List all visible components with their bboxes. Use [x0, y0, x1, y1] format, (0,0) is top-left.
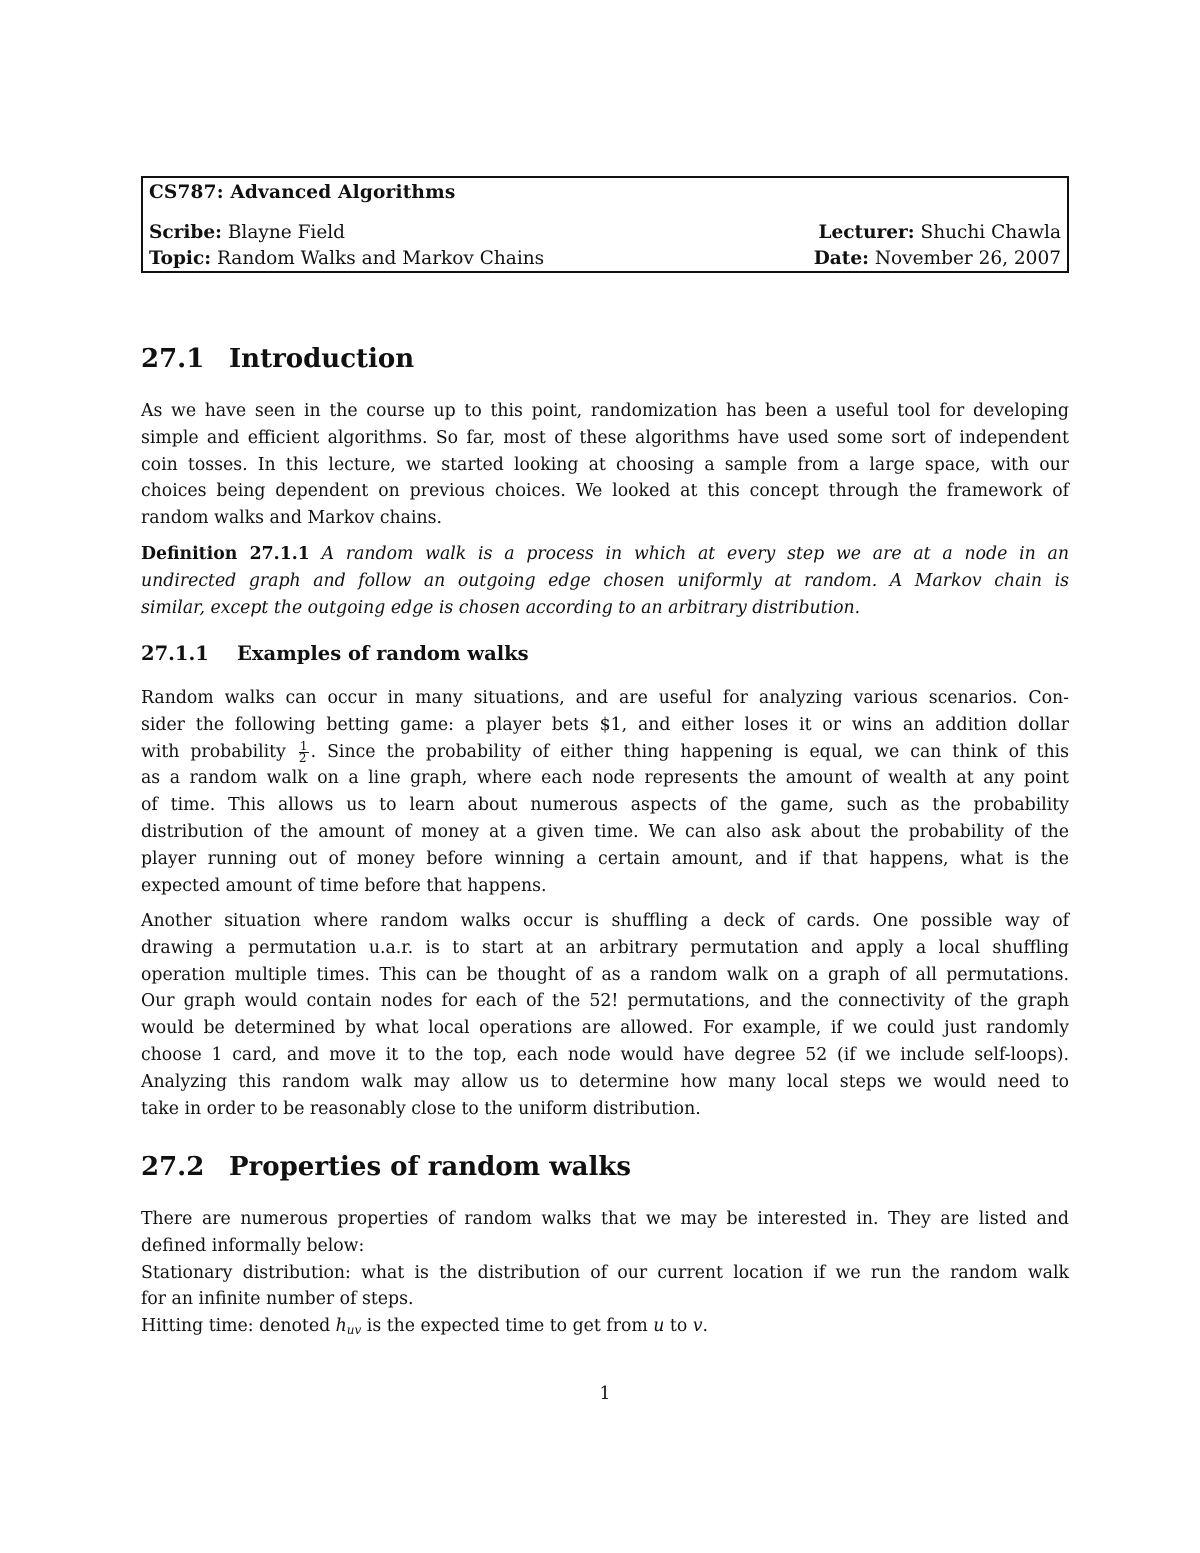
- text-line: player running out of money before winning a certain amount, and if that happens, what is the: [141, 848, 1069, 869]
- section-heading-introduction: [141, 344, 414, 374]
- fraction-numerator: 1: [299, 738, 308, 753]
- definition-label: Definition 27.1.1: [141, 544, 310, 564]
- text-line: sider the following betting game: a player bets $1, and either loses it or wins an addition dollar: [141, 714, 1069, 735]
- text-line: take in order to be reasonably close to the uniform distribution.: [141, 1098, 701, 1119]
- text-line: random walks and Markov chains.: [141, 508, 443, 529]
- text-line: As we have seen in the course up to this point, randomization has been a useful tool for developing: [141, 401, 1069, 421]
- lecturer-field: [819, 222, 1062, 243]
- definition-first-line: [141, 541, 1069, 568]
- text-line: choose 1 card, and move it to the top, each node would have degree 52 (if we include self-loops).: [141, 1044, 1069, 1065]
- text-line: as a random walk on a line graph, where each node represents the amount of wealth at any point: [141, 768, 1069, 789]
- math-subscript-uv: uv: [346, 1323, 362, 1338]
- text-line: choices being dependent on previous choices. We looked at this concept through the framework of: [141, 481, 1069, 502]
- text-fragment: is the expected time to get from: [361, 1316, 654, 1337]
- text-line: distribution of the amount of money at a given time. We can also ask about the probability of the: [141, 821, 1069, 842]
- paper-page: [141, 0, 1073, 1553]
- text-line: Analyzing this random walk may allow us to determine how many local steps we would need to: [141, 1071, 1069, 1092]
- text-line: Our graph would contain nodes for each of the 52! permutations, and the connectivity of the graph: [141, 991, 1069, 1012]
- text-line: Stationary distribution: what is the distribution of our current location if we run the random walk: [141, 1262, 1069, 1283]
- section-title: Introduction: [229, 344, 415, 374]
- text-line: of time. This allows us to learn about numerous aspects of the game, such as the probability: [141, 795, 1069, 816]
- examples-paragraph-1: [141, 685, 1069, 899]
- intro-paragraph: [141, 398, 1069, 532]
- text-fragment: to: [664, 1316, 693, 1337]
- section-number: 27.2: [141, 1152, 205, 1182]
- text-fragment: Hitting time: denoted: [141, 1316, 336, 1337]
- header-row-scribe: [149, 222, 1061, 243]
- text-line: defined informally below:: [141, 1235, 365, 1256]
- text-line: similar, except the outgoing edge is chosen according to an arbitrary distribution.: [141, 597, 861, 618]
- text-fragment: .: [702, 1316, 708, 1337]
- definition-block: [141, 541, 1069, 621]
- lecture-header-box: [141, 176, 1069, 273]
- text-line: expected amount of time before that happens.: [141, 875, 547, 896]
- text-line: undirected graph and follow an outgoing edge chosen uniformly at random. A Markov chain is: [141, 570, 1069, 591]
- date-field: [814, 248, 1061, 269]
- date-label: Date:: [813, 248, 869, 269]
- topic-name: Random Walks and Markov Chains: [216, 248, 545, 269]
- text-line: would be determined by what local operations are allowed. For example, if we could just randomly: [141, 1018, 1069, 1039]
- subsection-title: Examples of random walks: [237, 642, 529, 665]
- text-fragment: . Since the probability of either thing happening is equal, we can think of this: [310, 741, 1069, 762]
- date-value: November 26, 2007: [874, 248, 1061, 269]
- scribe-name: Blayne Field: [227, 222, 346, 243]
- text-line: Another situation where random walks occur is shuffling a deck of cards. One possible way of: [141, 911, 1069, 931]
- section-title: Properties of random walks: [229, 1152, 631, 1182]
- fraction-one-half: [298, 738, 309, 765]
- scribe-label: Scribe:: [149, 222, 222, 243]
- examples-paragraph-2: [141, 908, 1069, 1122]
- text-line: simple and efficient algorithms. So far, most of these algorithms have used some sort of independent: [141, 427, 1069, 448]
- text-line: There are numerous properties of random walks that we may be interested in. They are listed and: [141, 1209, 1069, 1229]
- math-variable-v: v: [692, 1316, 703, 1337]
- math-variable-u: u: [653, 1316, 665, 1337]
- subsection-number: 27.1.1: [141, 642, 209, 665]
- text-line-with-fraction: [141, 739, 1069, 766]
- topic-label: Topic:: [149, 248, 212, 269]
- course-title: CS787: Advanced Algorithms: [149, 182, 456, 203]
- hitting-time-line: [141, 1313, 1069, 1344]
- lecturer-name: Shuchi Chawla: [920, 222, 1061, 243]
- text-line: drawing a permutation u.a.r. is to start at an arbitrary permutation and apply a local shuffling: [141, 937, 1069, 958]
- math-variable-h: h: [335, 1316, 347, 1337]
- text-line: for an infinite number of steps.: [141, 1289, 414, 1310]
- fraction-denominator: 2: [298, 750, 307, 765]
- section-heading-properties: [141, 1152, 631, 1182]
- text-line: coin tosses. In this lecture, we started looking at choosing a sample from a large space, with our: [141, 454, 1069, 475]
- section-number: 27.1: [141, 344, 205, 374]
- text-fragment: with probability: [141, 741, 286, 762]
- subsection-heading-examples: [141, 642, 529, 665]
- header-row-topic: [149, 248, 1061, 269]
- text-line: Random walks can occur in many situations, and are useful for analyzing various scenarios. Con-: [141, 688, 1069, 708]
- page-number: 1: [599, 1384, 611, 1404]
- text-line: operation multiple times. This can be thought of as a random walk on a graph of all permutations.: [141, 964, 1069, 985]
- definition-text: A random walk is a process in which at every step we are at a node in an: [321, 544, 1069, 564]
- properties-paragraph: [141, 1206, 1069, 1344]
- lecturer-label: Lecturer:: [818, 222, 915, 243]
